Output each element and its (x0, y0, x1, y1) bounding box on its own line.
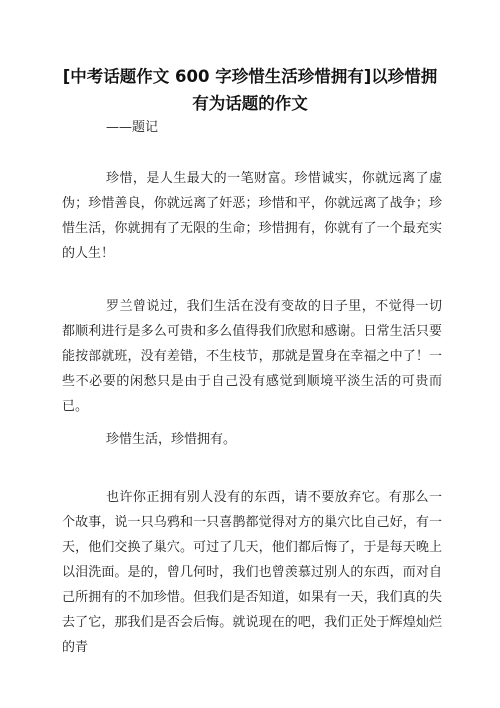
paragraph: 罗兰曾说过，我们生活在没有变故的日子里，不觉得一切都顺利进行是多么可贵和多么值得我们欣慰和感谢。日常生活只要能按部就班，没有差错，不生枝节，那就是置身在幸福之中了！一些不必要的闲愁只是由于自己没有感觉到顺境平淡生活的可贵而已。 (62, 299, 442, 414)
document-title: [中考话题作文 600 字珍惜生活珍惜拥有]以珍惜拥有为话题的作文 (62, 67, 438, 113)
paragraph: 珍惜生活，珍惜拥有。 (106, 432, 237, 447)
epigraph-attribution: ——题记 (106, 120, 159, 135)
paragraph: 也许你正拥有别人没有的东西，请不要放弃它。有那么一个故事，说一只乌鸦和一只喜鹊都觉得对方的巢穴比自己好，有一天，他们交换了巢穴。可过了几天，他们都后悔了，于是每天晚上以泪洗面。是的，曾几何时，我们也曾羡慕过别人的东西，而对自己所拥有的不加珍惜。但我们是否知道，如果有一天，我们真的失去了它，那我们是否会后悔。就说现在的吧，我们正处于辉煌灿烂的青 (62, 490, 442, 655)
paragraph: 珍惜，是人生最大的一笔财富。珍惜诚实，你就远离了虚伪；珍惜善良，你就远离了奸恶；珍惜和平，你就远离了战争；珍惜生活，你就拥有了无限的生命；珍惜拥有，你就有了一个最充实的人生！ (62, 171, 442, 261)
